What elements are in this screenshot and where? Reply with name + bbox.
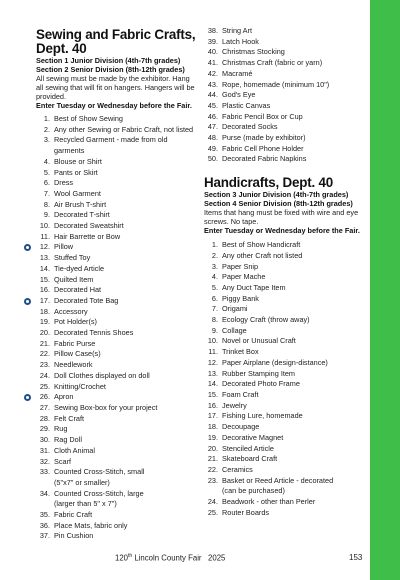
list-item-number: 12. [39,242,50,252]
list-item-text: Novel or Unusual Craft [222,336,296,346]
sewing-enter-note: Enter Tuesday or Wednesday before the Fair. [36,101,192,110]
list-item [36,446,196,457]
list-item-text: Ceramics [222,464,253,474]
list-item-number: 20. [39,328,50,338]
list-item-text: Decorated Tote Bag [54,295,119,305]
list-item [204,379,364,390]
list-item-number: 19. [207,432,218,442]
list-item-text: Decorated Socks [222,122,278,132]
list-item-text: Place Mats, fabric only [54,520,128,530]
list-item-text: Christmas Craft (fabric or yarn) [222,58,323,68]
list-item-number: 4. [211,272,218,282]
list-item [204,283,364,294]
list-item-text: Macramé [222,68,253,78]
list-item-number: 41. [207,58,218,68]
list-item [204,69,364,80]
list-item-text: Rug [54,424,68,434]
footer-fair-name: Lincoln County Fair 2025 [132,553,226,563]
list-item [204,112,364,123]
list-item-text: Fabric Cell Phone Holder [222,143,304,153]
list-item [204,497,364,508]
list-item [204,304,364,315]
list-item-number: 9. [43,210,50,220]
list-item [36,307,196,318]
list-item-number: 16. [207,400,218,410]
list-item-text: Air Brush T-shirt [54,199,107,209]
list-item-number: 1. [211,240,218,250]
list-item [204,154,364,165]
list-item-text: Purse (made by exhibitor) [222,133,306,143]
handicrafts-class-list [204,240,364,518]
list-item-text: Ecology Craft (throw away) [222,315,310,325]
list-item [204,433,364,444]
list-item [204,401,364,412]
list-item [36,296,196,307]
list-item-number: 2. [211,250,218,260]
list-item [204,476,364,497]
list-item [204,358,364,369]
list-item [36,349,196,360]
list-item-text: Paper Mache [222,272,266,282]
list-item-text: Pillow [54,242,74,252]
list-item [36,371,196,382]
list-item-text: Decorated Photo Frame [222,379,300,389]
list-item [36,189,196,200]
list-item-number: 10. [39,221,50,231]
list-item-text: Paper Airplane (design-distance) [222,357,328,367]
list-item-text: Skateboard Craft [222,454,278,464]
list-item-text: Origami [222,304,248,314]
list-item [36,221,196,232]
list-item-number: 38. [207,26,218,35]
list-item-number: 13. [39,253,50,263]
list-item [204,251,364,262]
list-item [36,317,196,328]
list-item-number: 19. [39,317,50,327]
right-column [204,26,364,518]
list-item-text: Knitting/Crochet [54,381,106,391]
page-number: 153 [349,553,363,562]
list-item [204,262,364,273]
list-item-text: Blouse or Shirt [54,156,102,166]
list-item-text: Doll Clothes displayed on doll [54,370,150,380]
list-item-number: 25. [39,381,50,391]
list-item-text: Rubber Stamping Item [222,368,296,378]
list-item-number: 3. [211,261,218,271]
list-item-number: 7. [43,188,50,198]
list-item-number: 7. [211,304,218,314]
list-item-number: 8. [43,199,50,209]
list-item [36,242,196,253]
list-item-text: Decorated Fabric Napkins [222,154,307,164]
list-item-text: Hair Barrette or Bow [54,231,121,241]
list-item-text: Plastic Canvas [222,100,271,110]
list-item-text: Fishing Lure, homemade [222,411,303,421]
sewing-division-1: Section 1 Junior Division (4th-7th grades) [36,56,181,65]
list-item [36,253,196,264]
sewing-title [36,28,196,56]
list-item-text: Paper Snip [222,261,259,271]
list-item [36,275,196,286]
list-item-number: 21. [207,454,218,464]
list-item-number: 50. [207,154,218,164]
handicrafts-enter-note: Enter Tuesday or Wednesday before the Fair. [204,226,360,236]
list-item-text: Router Boards [222,507,270,517]
list-item-number: 20. [207,443,218,453]
list-item-number: 8. [211,315,218,325]
list-item [204,454,364,465]
list-item-number: 23. [207,475,218,485]
list-item [36,392,196,403]
list-item-text: Fabric Purse [54,338,96,348]
list-item [204,47,364,58]
list-item [204,508,364,519]
list-item-number: 33. [39,467,50,477]
list-item [204,80,364,91]
list-item-number: 5. [43,167,50,177]
list-item [204,133,364,144]
list-item-text: Any Duct Tape Item [222,282,286,292]
list-item [204,336,364,347]
list-item-number: 30. [39,435,50,445]
ribbon-award-icon [24,394,31,401]
list-item [36,232,196,243]
list-item-text: Cloth Animal [54,445,95,455]
list-item [36,382,196,393]
list-item [36,264,196,275]
list-item [36,114,196,125]
list-item-text: Fabric Pencil Box or Cup [222,111,303,121]
list-item-text: Beadwork - other than Perler [222,497,316,507]
list-item-number: 15. [207,389,218,399]
list-item [36,200,196,211]
list-item-number: 49. [207,143,218,153]
list-item-number: 45. [207,100,218,110]
list-item-number: 14. [39,263,50,273]
sewing-division-2: Section 2 Senior Division (8th-12th grades) [36,65,185,74]
sewing-description: All sewing must be made by the exhibitor. Hang all sewing that will fit on hangers. Hangers will be provided. [36,74,195,101]
list-item-text: Pot Holder(s) [54,317,97,327]
list-item-number: 16. [39,285,50,295]
list-item-number: 22. [207,464,218,474]
list-item-number: 18. [207,422,218,432]
list-item-text: Piggy Bank [222,293,259,303]
list-item-text: Stenciled Article [222,443,274,453]
list-item [204,122,364,133]
list-item [36,489,196,510]
list-item-number: 6. [43,178,50,188]
list-item [204,315,364,326]
list-item-number: 36. [39,520,50,530]
list-item-text: Scarf [54,456,72,466]
list-item-number: 23. [39,360,50,370]
list-item-text: Accessory [54,306,88,316]
list-item-number: 12. [207,357,218,367]
list-item [204,144,364,155]
list-item [36,510,196,521]
list-item-text: Tie-dyed Article [54,263,105,273]
list-item [36,414,196,425]
list-item-number: 35. [39,510,50,520]
footer-edition-suffix: th [128,553,133,559]
list-item-number: 27. [39,402,50,412]
list-item-text: Apron [54,392,74,402]
list-item-number: 26. [39,392,50,402]
list-item [36,285,196,296]
list-item [36,531,196,542]
list-item-number: 11. [208,347,218,357]
list-item-text: Any other Sewing or Fabric Craft, not listed [54,124,194,134]
ribbon-award-icon [24,244,31,251]
list-item-text: Felt Craft [54,413,85,423]
sewing-class-list-continued [204,26,364,165]
list-item [36,424,196,435]
list-item-number: 17. [207,411,218,421]
footer-edition-number: 120 [115,553,129,563]
list-item [36,135,196,156]
list-item [36,328,196,339]
list-item [204,390,364,401]
list-item-text: Counted Cross-Stitch, large (larger than 5" x 7") [54,488,144,509]
list-item-number: 3. [43,135,50,145]
list-item-number: 18. [39,306,50,316]
handicrafts-title: Handicrafts, Dept. 40 [204,175,334,191]
list-item [36,157,196,168]
sewing-title-line1: Sewing and Fabric Crafts, [36,27,196,42]
list-item-number: 1. [43,114,50,123]
list-item-number: 37. [39,531,50,541]
list-item-text: Collage [222,325,247,335]
list-item-number: 17. [39,295,50,305]
page-footer [115,553,225,563]
list-item [36,457,196,468]
list-item [204,465,364,476]
list-item-number: 47. [207,122,218,132]
list-item-text: Decorated T-shirt [54,210,110,220]
list-item-number: 39. [207,36,218,46]
list-item-text: Decorated Hat [54,285,102,295]
list-item [204,326,364,337]
list-item-text: Dress [54,178,74,188]
list-item [204,58,364,69]
list-item-number: 10. [207,336,218,346]
list-item [204,37,364,48]
list-item-number: 40. [207,47,218,57]
handicrafts-division-1: Section 3 Junior Division (4th-7th grades) [204,190,349,200]
list-item-text: Decorated Tennis Shoes [54,328,134,338]
list-item-number: 9. [211,325,218,335]
list-item [204,26,364,37]
list-item [36,435,196,446]
list-item-number: 46. [207,111,218,121]
list-item-text: Rope, homemade (minimum 10") [222,79,330,89]
page-edge-color-bar [370,0,400,580]
list-item-text: Christmas Stocking [222,47,285,57]
list-item [36,360,196,371]
handicrafts-division-2: Section 4 Senior Division (8th-12th grades) [204,199,353,209]
list-item [204,444,364,455]
list-item [36,178,196,189]
list-item-number: 24. [39,370,50,380]
sewing-title-line2: Dept. 40 [36,41,87,56]
list-item [36,521,196,532]
list-item [204,422,364,433]
list-item [36,339,196,350]
list-item-number: 29. [39,424,50,434]
list-item-number: 34. [39,488,50,498]
list-item-number: 6. [211,293,218,303]
list-item-number: 32. [39,456,50,466]
list-item [36,168,196,179]
list-item-text: Foam Craft [222,389,259,399]
list-item [204,369,364,380]
list-item-text: Quilted Item [54,274,94,284]
list-item-text: Wool Garment [54,188,101,198]
list-item [204,347,364,358]
list-item-text: Stuffed Toy [54,253,91,263]
list-item-text: String Art [222,26,253,35]
sewing-class-list [36,114,196,542]
list-item-number: 14. [207,379,218,389]
list-item-number: 15. [39,274,50,284]
list-item-text: Recycled Garment - made from old garments [54,135,168,156]
list-item [204,90,364,101]
list-item-number: 11. [40,231,50,241]
list-item-text: Rag Doll [54,435,82,445]
list-item [204,294,364,305]
list-item-text: Pin Cushion [54,531,94,541]
list-item [36,403,196,414]
list-item-number: 42. [207,68,218,78]
list-item-number: 28. [39,413,50,423]
ribbon-award-icon [24,298,31,305]
list-item-number: 21. [39,338,50,348]
list-item-text: Decoupage [222,422,260,432]
left-column [36,28,196,542]
list-item [204,240,364,251]
list-item-text: Any other Craft not listed [222,250,303,260]
handicrafts-description: Items that hang must be fixed with wire and eye screws. No tape. [204,208,359,227]
list-item-text: Sewing Box-box for your project [54,402,158,412]
list-item-number: 13. [207,368,218,378]
list-item-text: Best of Show Handicraft [222,240,301,250]
list-item [204,411,364,422]
list-item-number: 2. [43,124,50,134]
list-item [36,125,196,136]
list-item-number: 24. [207,497,218,507]
list-item-text: Decorated Sweatshirt [54,221,124,231]
list-item-number: 25. [207,507,218,517]
list-item [204,272,364,283]
list-item [36,210,196,221]
list-item-text: Latch Hook [222,36,259,46]
list-item-text: Decorative Magnet [222,432,284,442]
list-item-number: 43. [207,79,218,89]
list-item-text: Needlework [54,360,93,370]
list-item-text: Fabric Craft [54,510,93,520]
list-item [36,467,196,488]
list-item-number: 5. [211,282,218,292]
list-item-text: Basket or Reed Article - decorated (can be purchased) [222,475,334,496]
list-item [204,101,364,112]
list-item-text: Trinket Box [222,347,259,357]
list-item-text: Best of Show Sewing [54,114,123,123]
list-item-text: Jewelry [222,400,247,410]
list-item-text: Pillow Case(s) [54,349,101,359]
list-item-number: 22. [39,349,50,359]
list-item-number: 44. [207,90,218,100]
list-item-number: 48. [207,133,218,143]
list-item-text: Counted Cross-Stitch, small (5"x7" or smaller) [54,467,145,487]
list-item-number: 31. [39,445,50,455]
list-item-number: 4. [43,156,50,166]
list-item-text: Pants or Skirt [54,167,98,177]
list-item-text: God's Eye [222,90,256,100]
